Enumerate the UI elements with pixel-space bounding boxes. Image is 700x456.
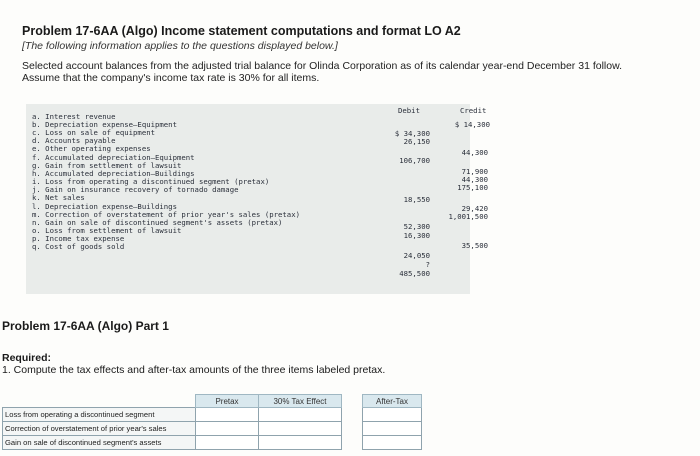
ledger-row-debit: 24,050 (403, 251, 430, 260)
debit-header: Debit (398, 106, 420, 115)
ledger-row-label: l. Depreciation expense—Buildings (32, 202, 177, 211)
ledger-row-label: p. Income tax expense (32, 234, 125, 243)
after-tax-header: After-Tax (363, 395, 422, 408)
answer-table (2, 394, 422, 450)
problem-intro: Selected account balances from the adjusted trial balance for Olinda Corporation as of its calendar year-end December 31 follow. Assume that the company's income tax rate is 30% for all items. (22, 60, 623, 84)
ledger-row-debit: 52,300 (403, 222, 430, 231)
problem-title: Problem 17-6AA (Algo) Income statement computations and format LO A2 (22, 24, 461, 38)
row-label: Gain on sale of discontinued segment's assets (3, 436, 196, 450)
ledger-row-credit: 44,300 (461, 148, 488, 157)
ledger-row-debit: ? (425, 260, 430, 269)
ledger-row-label: j. Gain on insurance recovery of tornado damage (32, 185, 239, 194)
required-text: 1. Compute the tax effects and after-tax amounts of the three items labeled pretax. (2, 364, 386, 376)
after-tax-input[interactable] (363, 422, 421, 435)
tax-effect-input[interactable] (259, 422, 341, 435)
row-label: Correction of overstatement of prior year's sales (3, 422, 196, 436)
pretax-input[interactable] (196, 436, 258, 449)
tax-effect-input[interactable] (259, 408, 341, 421)
table-row (3, 408, 422, 422)
pretax-input[interactable] (196, 408, 258, 421)
ledger-row-label: d. Accounts payable (32, 136, 116, 145)
tax-effect-header: 30% Tax Effect (259, 395, 342, 408)
ledger-row-label: a. Interest revenue (32, 112, 116, 121)
ledger-row-label: e. Other operating expenses (32, 144, 151, 153)
ledger-row-label: f. Accumulated depreciation—Equipment (32, 153, 195, 162)
ledger-row-debit: $ 34,300 (394, 129, 430, 138)
ledger-row-debit: 485,500 (399, 269, 430, 278)
table-row (3, 436, 422, 450)
ledger-row-credit: 44,300 (461, 175, 488, 184)
ledger-row-credit: 1,001,500 (448, 212, 488, 221)
ledger-row-label: h. Accumulated depreciation—Buildings (32, 169, 195, 178)
row-label: Loss from operating a discontinued segment (3, 408, 196, 422)
trial-balance-image (26, 104, 490, 294)
ledger-row-label: o. Loss from settlement of lawsuit (32, 226, 182, 235)
ledger-row-label: g. Gain from settlement of lawsuit (32, 161, 182, 170)
ledger-row-label: k. Net sales (32, 193, 85, 202)
ledger-row-label: n. Gain on sale of discontinued segment's assets (pretax) (32, 218, 283, 227)
part-title: Problem 17-6AA (Algo) Part 1 (2, 319, 169, 333)
problem-note: [The following information applies to the questions displayed below.] (22, 40, 338, 52)
ledger-row-label: q. Cost of goods sold (32, 242, 125, 251)
ledger-row-label: c. Loss on sale of equipment (32, 128, 156, 137)
ledger-row-debit: 18,550 (403, 195, 430, 204)
ledger-row-credit: 71,900 (461, 167, 488, 176)
credit-header: Credit (460, 106, 487, 115)
ledger-row-credit: 35,500 (461, 241, 488, 250)
tax-effect-input[interactable] (259, 436, 341, 449)
ledger-row-debit: 106,700 (399, 156, 430, 165)
table-row (3, 422, 422, 436)
ledger-row-credit: 29,420 (461, 204, 488, 213)
after-tax-input[interactable] (363, 408, 421, 421)
pretax-header: Pretax (196, 395, 259, 408)
ledger-row-label: m. Correction of overstatement of prior year's sales (pretax) (32, 210, 300, 219)
ledger-row-credit: 175,100 (457, 183, 488, 192)
ledger-row-label: b. Depreciation expense—Equipment (32, 120, 177, 129)
ledger-row-credit: $ 14,300 (454, 120, 490, 129)
after-tax-input[interactable] (363, 436, 421, 449)
pretax-input[interactable] (196, 422, 258, 435)
required-label: Required: (2, 352, 52, 364)
ledger-row-debit: 26,150 (403, 137, 430, 146)
ledger-row-debit: 16,300 (403, 231, 430, 240)
ledger-row-label: i. Loss from operating a discontinued segment (pretax) (32, 177, 270, 186)
